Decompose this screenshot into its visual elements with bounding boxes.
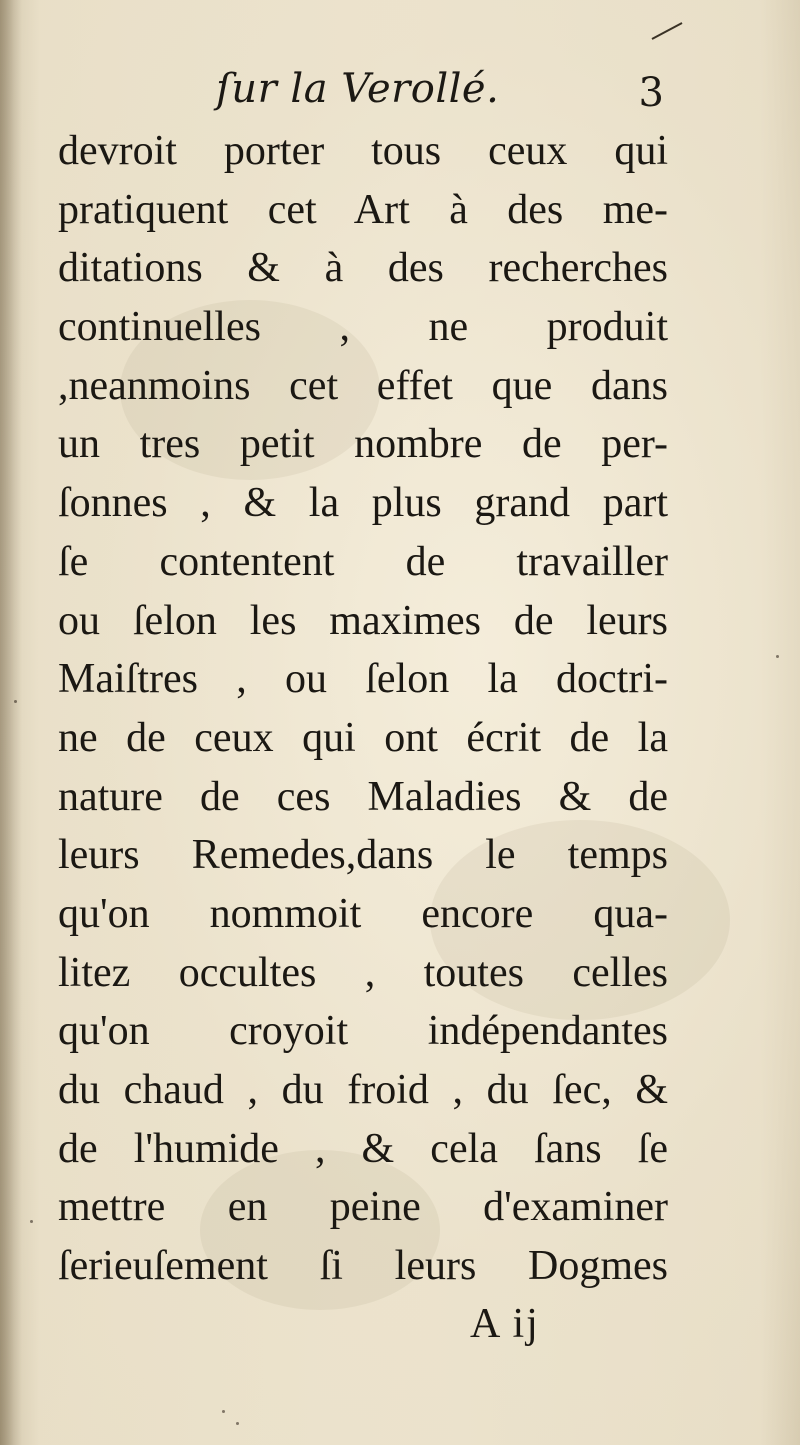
text-line: de l'humide , & cela ſans ſe <box>58 1125 668 1172</box>
text-line: Maiſtres , ou ſelon la doctri- <box>58 656 668 703</box>
signature-mark: A ij <box>470 1301 540 1347</box>
paper-speck <box>14 700 17 703</box>
text-line: ,neanmoins cet effet que dans <box>58 362 668 409</box>
paper-speck <box>222 1410 225 1413</box>
text-line: qu'on nommoit encore qua- <box>58 890 668 937</box>
page-number: 3 <box>638 70 664 116</box>
text-line: qu'on croyoit indépendantes <box>58 1008 668 1055</box>
text-line: ſerieuſement ſi leurs Dogmes <box>58 1243 668 1290</box>
paper-speck <box>236 1422 239 1425</box>
text-line: ou ſelon les maximes de leurs <box>58 597 668 644</box>
text-line: nature de ces Maladies & de <box>58 773 668 820</box>
text-line: mettre en peine d'examiner <box>58 1184 668 1231</box>
page-gutter-shadow <box>0 0 22 1445</box>
text-line: un tres petit nombre de per- <box>58 421 668 468</box>
body-text <box>58 122 668 1296</box>
text-line: pratiquent cet Art à des me- <box>58 186 668 233</box>
running-head-title: ſur la Verollé. <box>216 66 500 112</box>
text-line: continuelles , ne produit <box>58 304 668 351</box>
pen-mark <box>652 22 683 40</box>
text-line: ſonnes , & la plus grand part <box>58 480 668 527</box>
text-line: leurs Remedes,dans le temps <box>58 832 668 879</box>
paper-speck <box>776 655 779 658</box>
text-line: devroit porter tous ceux qui <box>58 128 668 174</box>
text-line: du chaud , du froid , du ſec, & <box>58 1067 668 1113</box>
text-line: ſe contentent de travailler <box>58 538 668 585</box>
text-line: litez occultes , toutes celles <box>58 949 668 996</box>
paper-speck <box>30 1220 33 1223</box>
text-line: ditations & à des recherches <box>58 245 668 292</box>
text-line: ne de ceux qui ont écrit de la <box>58 714 668 761</box>
